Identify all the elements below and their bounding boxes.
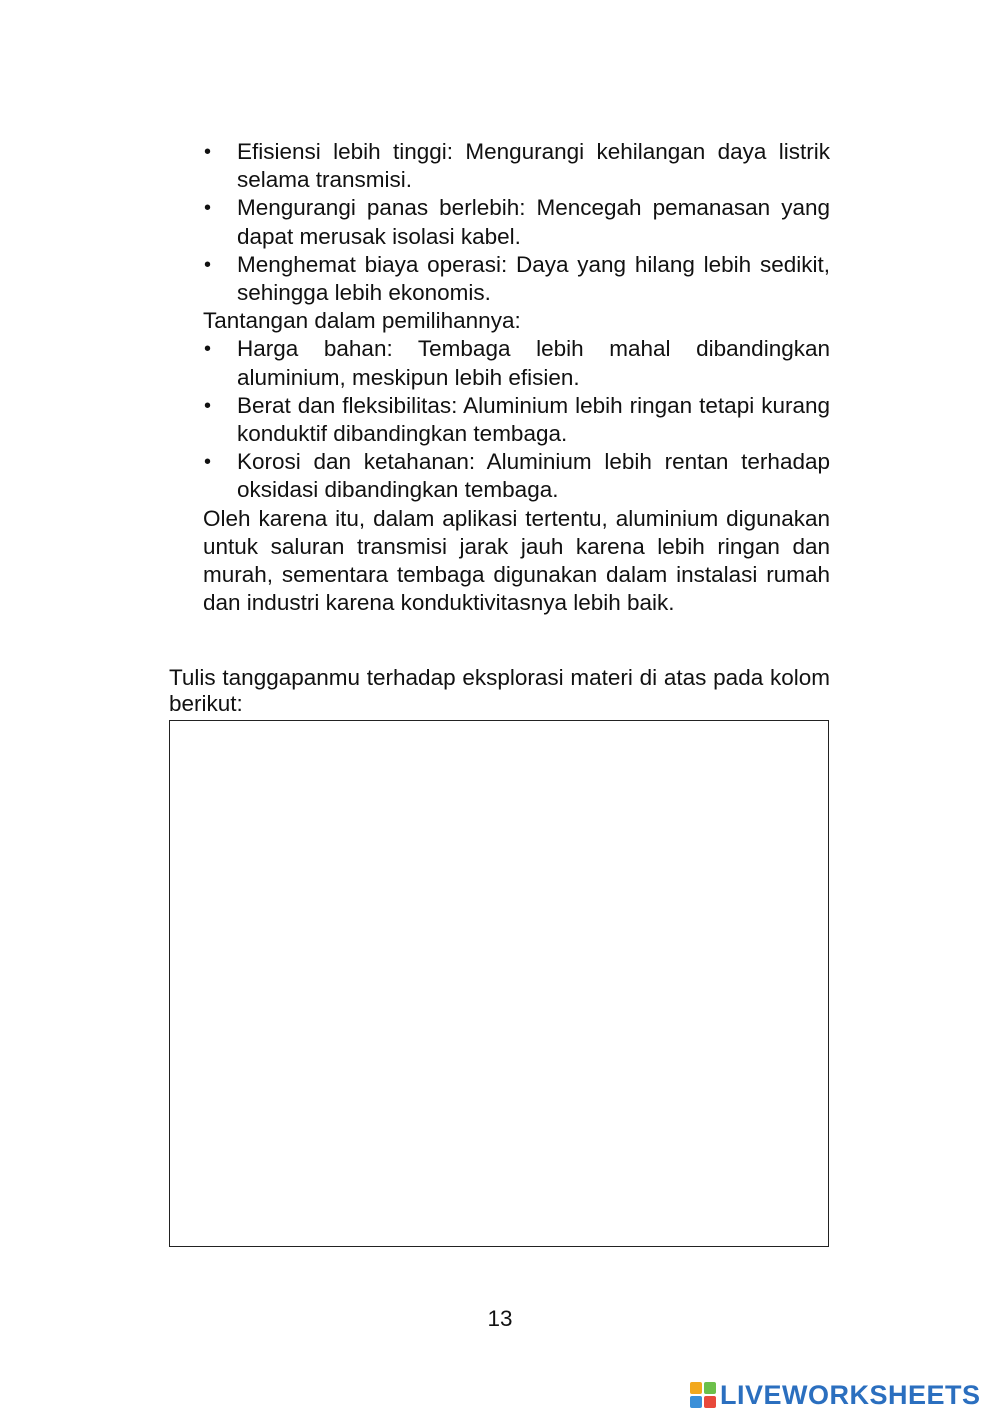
bullet-icon: • (204, 197, 212, 220)
page-number: 13 (487, 1306, 513, 1331)
benefit-item-cost (203, 251, 830, 307)
benefit-text: Efisiensi lebih tinggi: Mengurangi kehilangan daya listrik selama transmisi. (237, 139, 830, 193)
challenge-text: Harga bahan: Tembaga lebih mahal dibandingkan aluminium, meskipun lebih efisien. (237, 336, 830, 390)
logo-square-4 (704, 1396, 716, 1408)
bullet-icon: • (204, 253, 212, 276)
benefit-item-heat (203, 194, 830, 250)
challenge-item-price (203, 335, 830, 391)
response-answer-box[interactable] (169, 720, 829, 1247)
bullet-icon: • (204, 451, 212, 474)
liveworksheets-logo-text: LIVEWORKSHEETS (720, 1379, 981, 1410)
benefit-text: Menghemat biaya operasi: Daya yang hilang lebih sedikit, sehingga lebih ekonomis. (237, 251, 830, 306)
liveworksheets-logo (690, 1378, 981, 1412)
challenge-item-weight (203, 392, 830, 448)
bullet-icon: • (204, 338, 212, 361)
challenge-item-corrosion (203, 448, 830, 504)
challenges-heading: Tantangan dalam pemilihannya: (203, 308, 521, 334)
conclusion-paragraph: Oleh karena itu, dalam aplikasi tertentu, aluminium digunakan untuk saluran transmisi jarak jauh karena lebih ringan dan murah, sementara tembaga digunakan dalam instalasi rumah dan industri karena konduktivitasnya lebih baik. (203, 505, 830, 616)
document-body (203, 138, 830, 617)
challenges-list (203, 335, 830, 504)
response-prompt: Tulis tanggapanmu terhadap eksplorasi materi di atas pada kolom berikut: (169, 665, 830, 716)
benefit-text: Mengurangi panas berlebih: Mencegah pemanasan yang dapat merusak isolasi kabel. (237, 195, 830, 249)
logo-square-3 (690, 1396, 702, 1408)
bullet-icon: • (204, 394, 212, 417)
benefits-list (203, 138, 830, 307)
logo-square-1 (690, 1382, 702, 1394)
logo-square-2 (704, 1382, 716, 1394)
challenge-text: Korosi dan ketahanan: Aluminium lebih rentan terhadap oksidasi dibandingkan tembaga. (237, 449, 830, 503)
bullet-icon: • (204, 141, 212, 163)
liveworksheets-logo-icon (690, 1382, 716, 1408)
challenge-text: Berat dan fleksibilitas: Aluminium lebih ringan tetapi kurang konduktif dibandingkan tembaga. (237, 392, 830, 447)
benefit-item-efficiency (203, 138, 830, 194)
